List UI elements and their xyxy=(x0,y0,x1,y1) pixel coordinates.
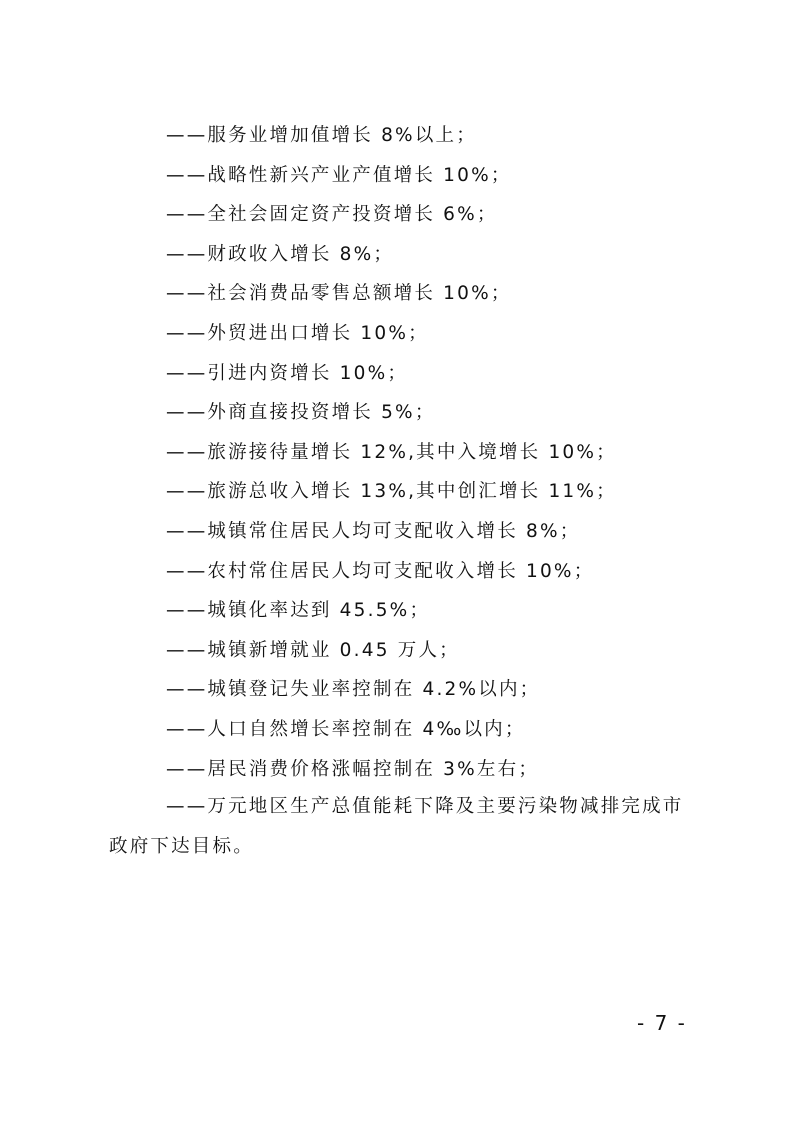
list-item: ——人口自然增长率控制在 4‰以内； xyxy=(166,718,526,740)
list-item: ——全社会固定资产投资增长 6%； xyxy=(166,204,498,226)
list-item: ——农村常住居民人均可支配收入增长 10%； xyxy=(166,560,595,582)
list-item: ——居民消费价格涨幅控制在 3%左右； xyxy=(166,758,540,780)
target-list xyxy=(166,116,706,789)
list-item: ——战略性新兴产业产值增长 10%； xyxy=(166,164,512,186)
list-item: ——城镇新增就业 0.45 万人； xyxy=(166,639,460,661)
list-item: ——旅游接待量增长 12%,其中入境增长 10%； xyxy=(166,441,617,463)
closing-paragraph: ——万元地区生产总值能耗下降及主要污染物减排完成市政府下达目标。 xyxy=(109,796,684,857)
list-item: ——城镇化率达到 45.5%； xyxy=(166,600,431,622)
list-item: ——外贸进出口增长 10%； xyxy=(166,322,429,344)
list-item: ——外商直接投资增长 5%； xyxy=(166,402,436,424)
list-item: ——城镇常住居民人均可支配收入增长 8%； xyxy=(166,520,581,542)
list-item: ——城镇登记失业率控制在 4.2%以内； xyxy=(166,679,541,701)
list-item: ——引进内资增长 10%； xyxy=(166,362,409,384)
page-number: - 7 - xyxy=(637,1011,687,1035)
list-item: ——社会消费品零售总额增长 10%； xyxy=(166,283,512,305)
list-item: ——旅游总收入增长 13%,其中创汇增长 11%； xyxy=(166,481,617,503)
list-item: ——财政收入增长 8%； xyxy=(166,243,395,265)
list-item: ——服务业增加值增长 8%以上； xyxy=(166,125,477,146)
